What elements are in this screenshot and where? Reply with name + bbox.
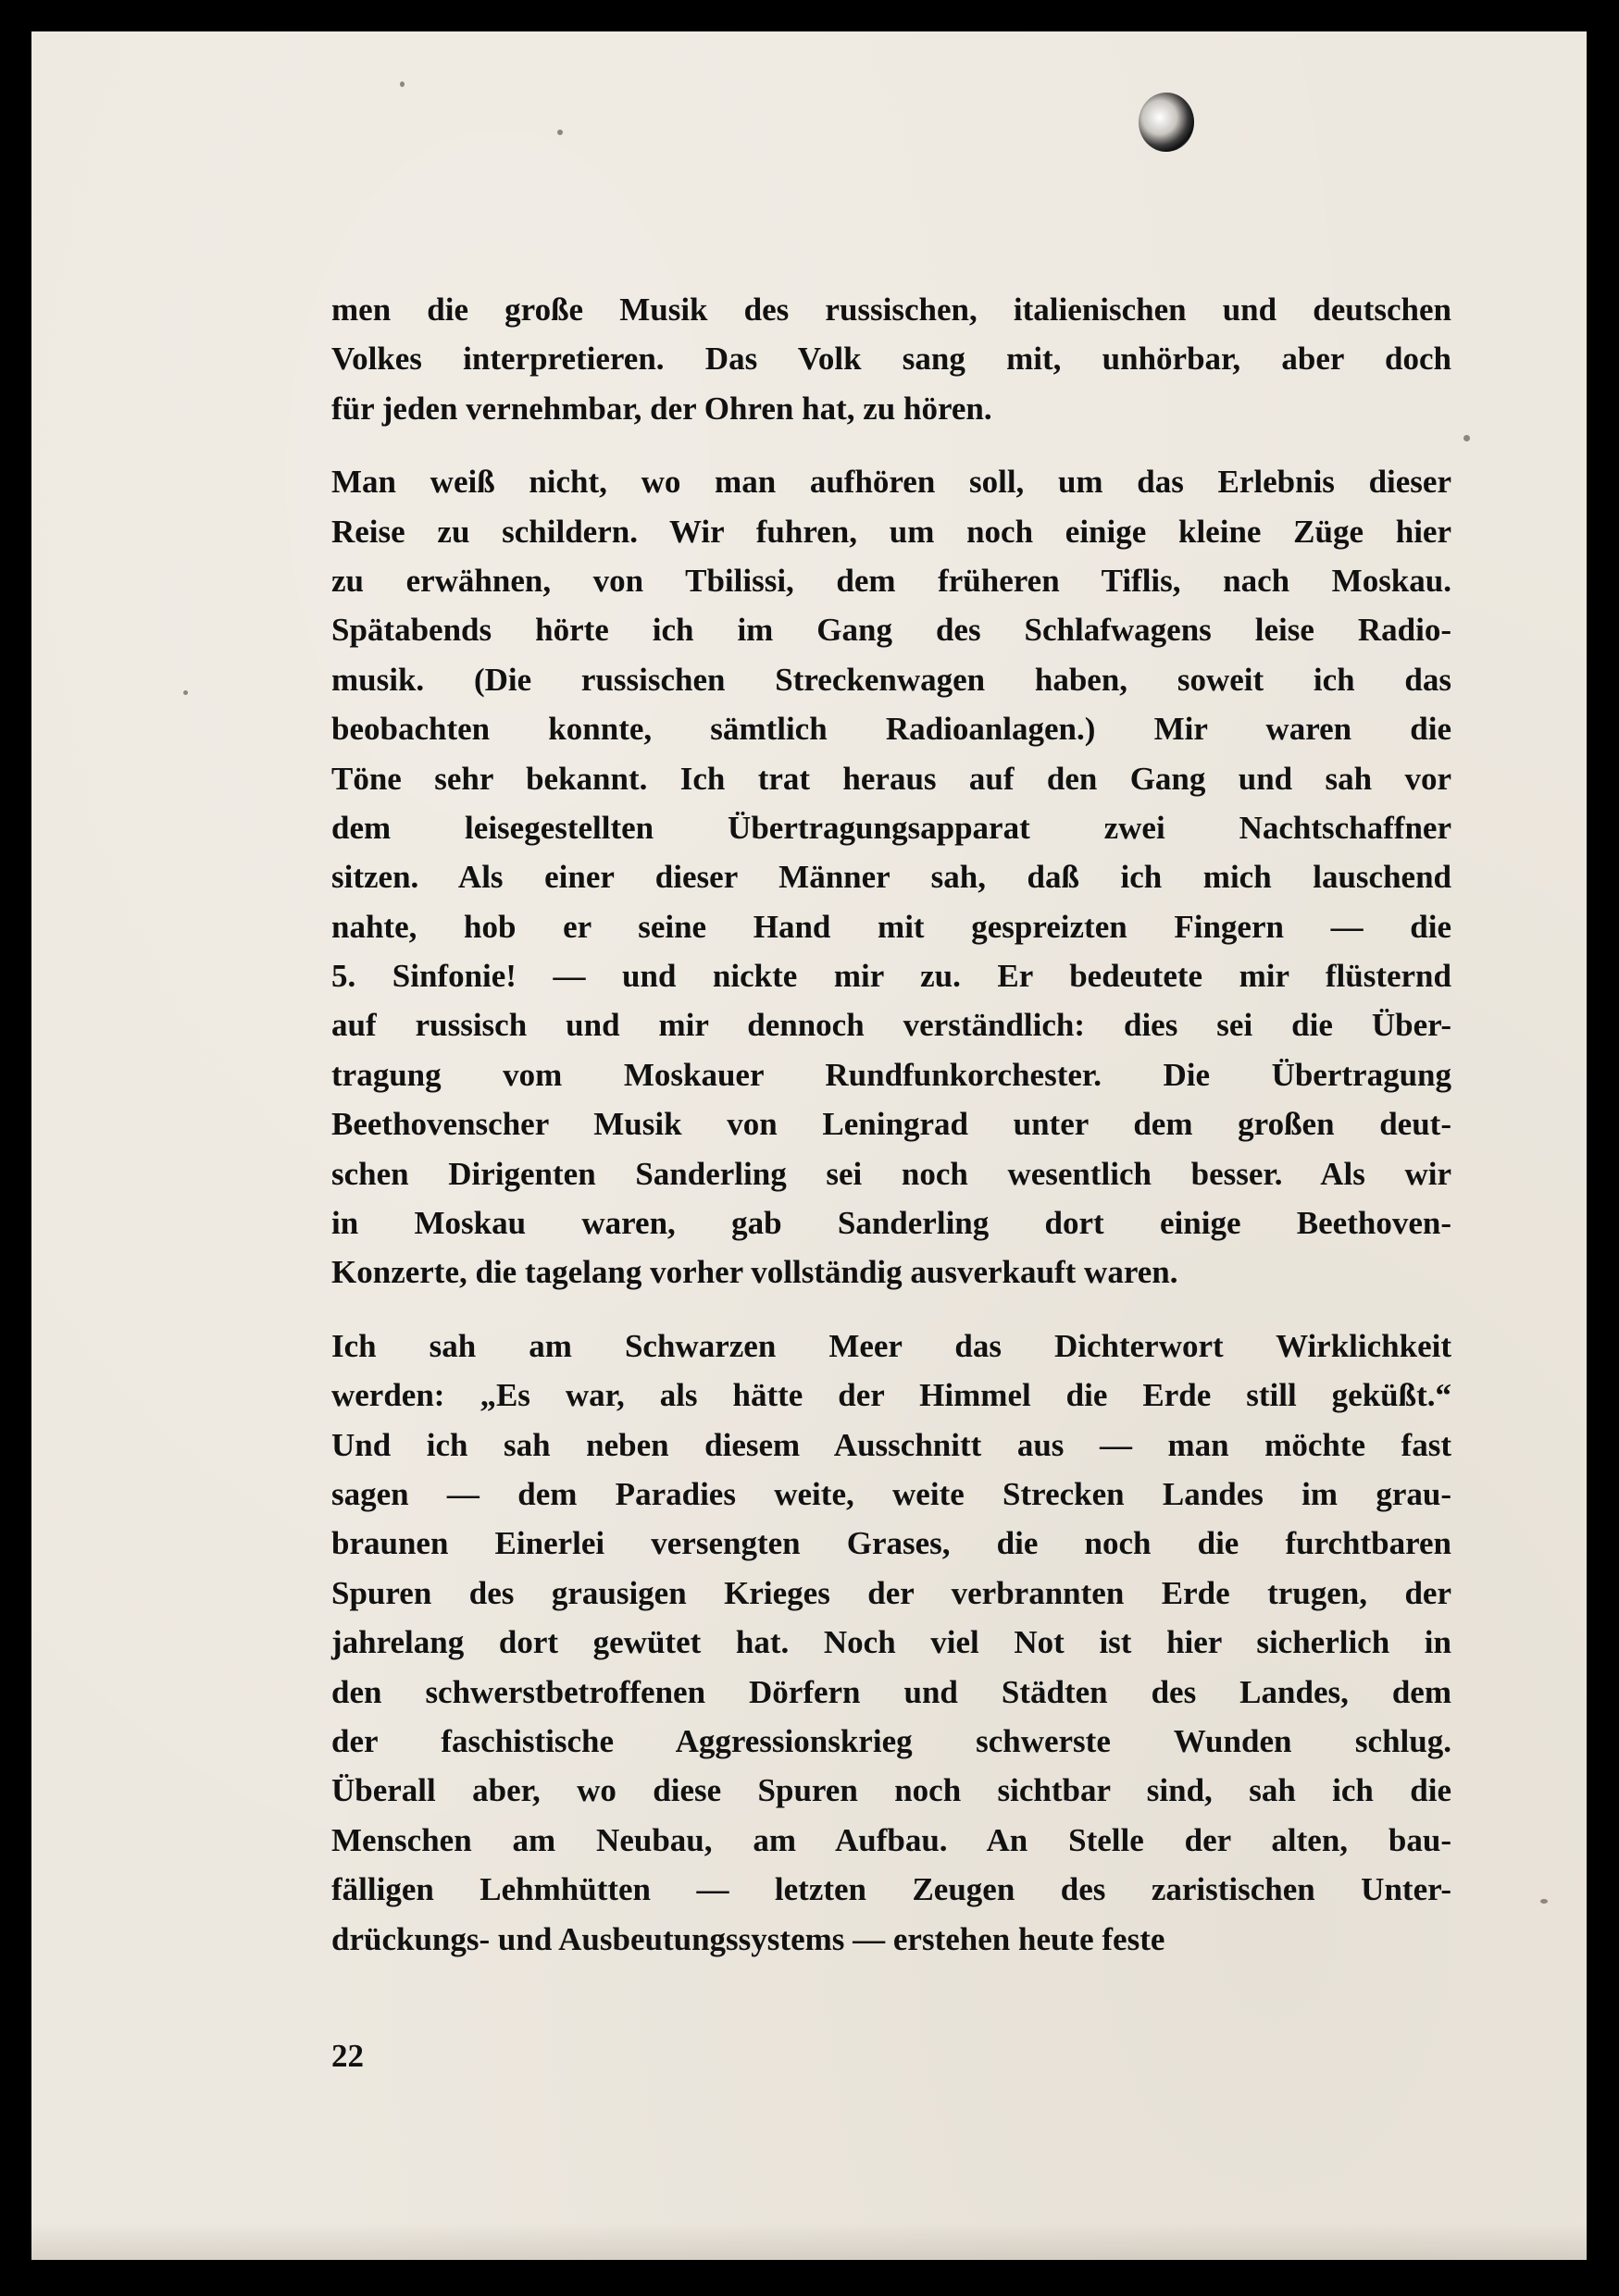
paragraph-gap [331, 1297, 1451, 1322]
text-line: Spätabends hörte ich im Gang des Schlafwagens leise Radio- [331, 612, 1451, 649]
text-line: in Moskau waren, gab Sanderling dort einige Beethoven- [331, 1205, 1451, 1242]
text-line: den schwerstbetroffenen Dörfern und Städten des Landes, dem [331, 1673, 1451, 1710]
text-line: Volkes interpretieren. Das Volk sang mit, unhörbar, aber doch [331, 341, 1451, 378]
body-text [331, 285, 1451, 1964]
paragraph [331, 285, 1451, 433]
text-line: für jeden vernehmbar, der Ohren hat, zu hören. [331, 390, 992, 427]
text-line: nahte, hob er seine Hand mit gespreizten Fingern — die [331, 908, 1451, 945]
text-line: dem leisegestellten Übertragungsapparat zwei Nachtschaffner [331, 809, 1451, 846]
text-line: Beethovenscher Musik von Leningrad unter dem großen deut- [331, 1106, 1451, 1143]
paper-speck [1540, 1899, 1548, 1904]
text-line: werden: „Es war, als hätte der Himmel die Erde still geküßt.“ [331, 1377, 1451, 1414]
text-line: beobachten konnte, sämtlich Radioanlagen.) Mir waren die [331, 711, 1451, 748]
text-line: Und ich sah neben diesem Ausschnitt aus — man möchte fast [331, 1426, 1451, 1463]
paragraph-gap [331, 433, 1451, 457]
text-line: Spuren des grausigen Krieges der verbrannten Erde trugen, der [331, 1574, 1451, 1611]
text-line: jahrelang dort gewütet hat. Noch viel Not ist hier sicherlich in [331, 1624, 1451, 1661]
paper-speck [557, 130, 563, 135]
text-line: men die große Musik des russischen, italienischen und deutschen [331, 292, 1451, 328]
text-line: braunen Einerlei versengten Grases, die noch die furchtbaren [331, 1525, 1451, 1562]
text-line: Überall aber, wo diese Spuren noch sichtbar sind, sah ich die [331, 1772, 1451, 1809]
text-line: zu erwähnen, von Tbilissi, dem früheren Tiflis, nach Moskau. [331, 562, 1451, 599]
text-line: der faschistische Aggressionskrieg schwerste Wunden schlug. [331, 1722, 1451, 1759]
paper-speck [400, 81, 405, 87]
text-line: sagen — dem Paradies weite, weite Strecken Landes im grau- [331, 1475, 1451, 1512]
text-line: Ich sah am Schwarzen Meer das Dichterwort Wirklichkeit [331, 1327, 1451, 1364]
paper-speck [183, 690, 188, 695]
text-line: schen Dirigenten Sanderling sei noch wesentlich besser. Als wir [331, 1155, 1451, 1192]
text-line: auf russisch und mir dennoch verständlich: dies sei die Über- [331, 1007, 1451, 1044]
text-line: fälligen Lehmhütten — letzten Zeugen des zaristischen Unter- [331, 1871, 1451, 1908]
paper-speck [1463, 435, 1470, 441]
text-line: Menschen am Neubau, am Aufbau. An Stelle der alten, bau- [331, 1821, 1451, 1858]
page-bottom-edge [31, 2223, 1587, 2260]
text-line: Man weiß nicht, wo man aufhören soll, um das Erlebnis dieser [331, 464, 1451, 501]
text-line: Konzerte, die tagelang vorher vollständig ausverkauft waren. [331, 1254, 1178, 1291]
punch-hole [1139, 93, 1194, 152]
book-page [31, 31, 1587, 2260]
text-line: Reise zu schildern. Wir fuhren, um noch einige kleine Züge hier [331, 513, 1451, 550]
page-number: 22 [331, 2038, 364, 2074]
text-line: musik. (Die russischen Streckenwagen haben, soweit ich das [331, 661, 1451, 698]
text-line: drückungs- und Ausbeutungssystems — erstehen heute feste [331, 1920, 1165, 1957]
text-line: sitzen. Als einer dieser Männer sah, daß ich mich lauschend [331, 859, 1451, 896]
text-line: tragung vom Moskauer Rundfunkorchester. Die Übertragung [331, 1056, 1451, 1093]
text-line: Töne sehr bekannt. Ich trat heraus auf den Gang und sah vor [331, 760, 1451, 797]
paragraph [331, 1322, 1451, 1964]
text-line: 5. Sinfonie! — und nickte mir zu. Er bedeutete mir flüsternd [331, 958, 1451, 995]
paragraph [331, 457, 1451, 1297]
